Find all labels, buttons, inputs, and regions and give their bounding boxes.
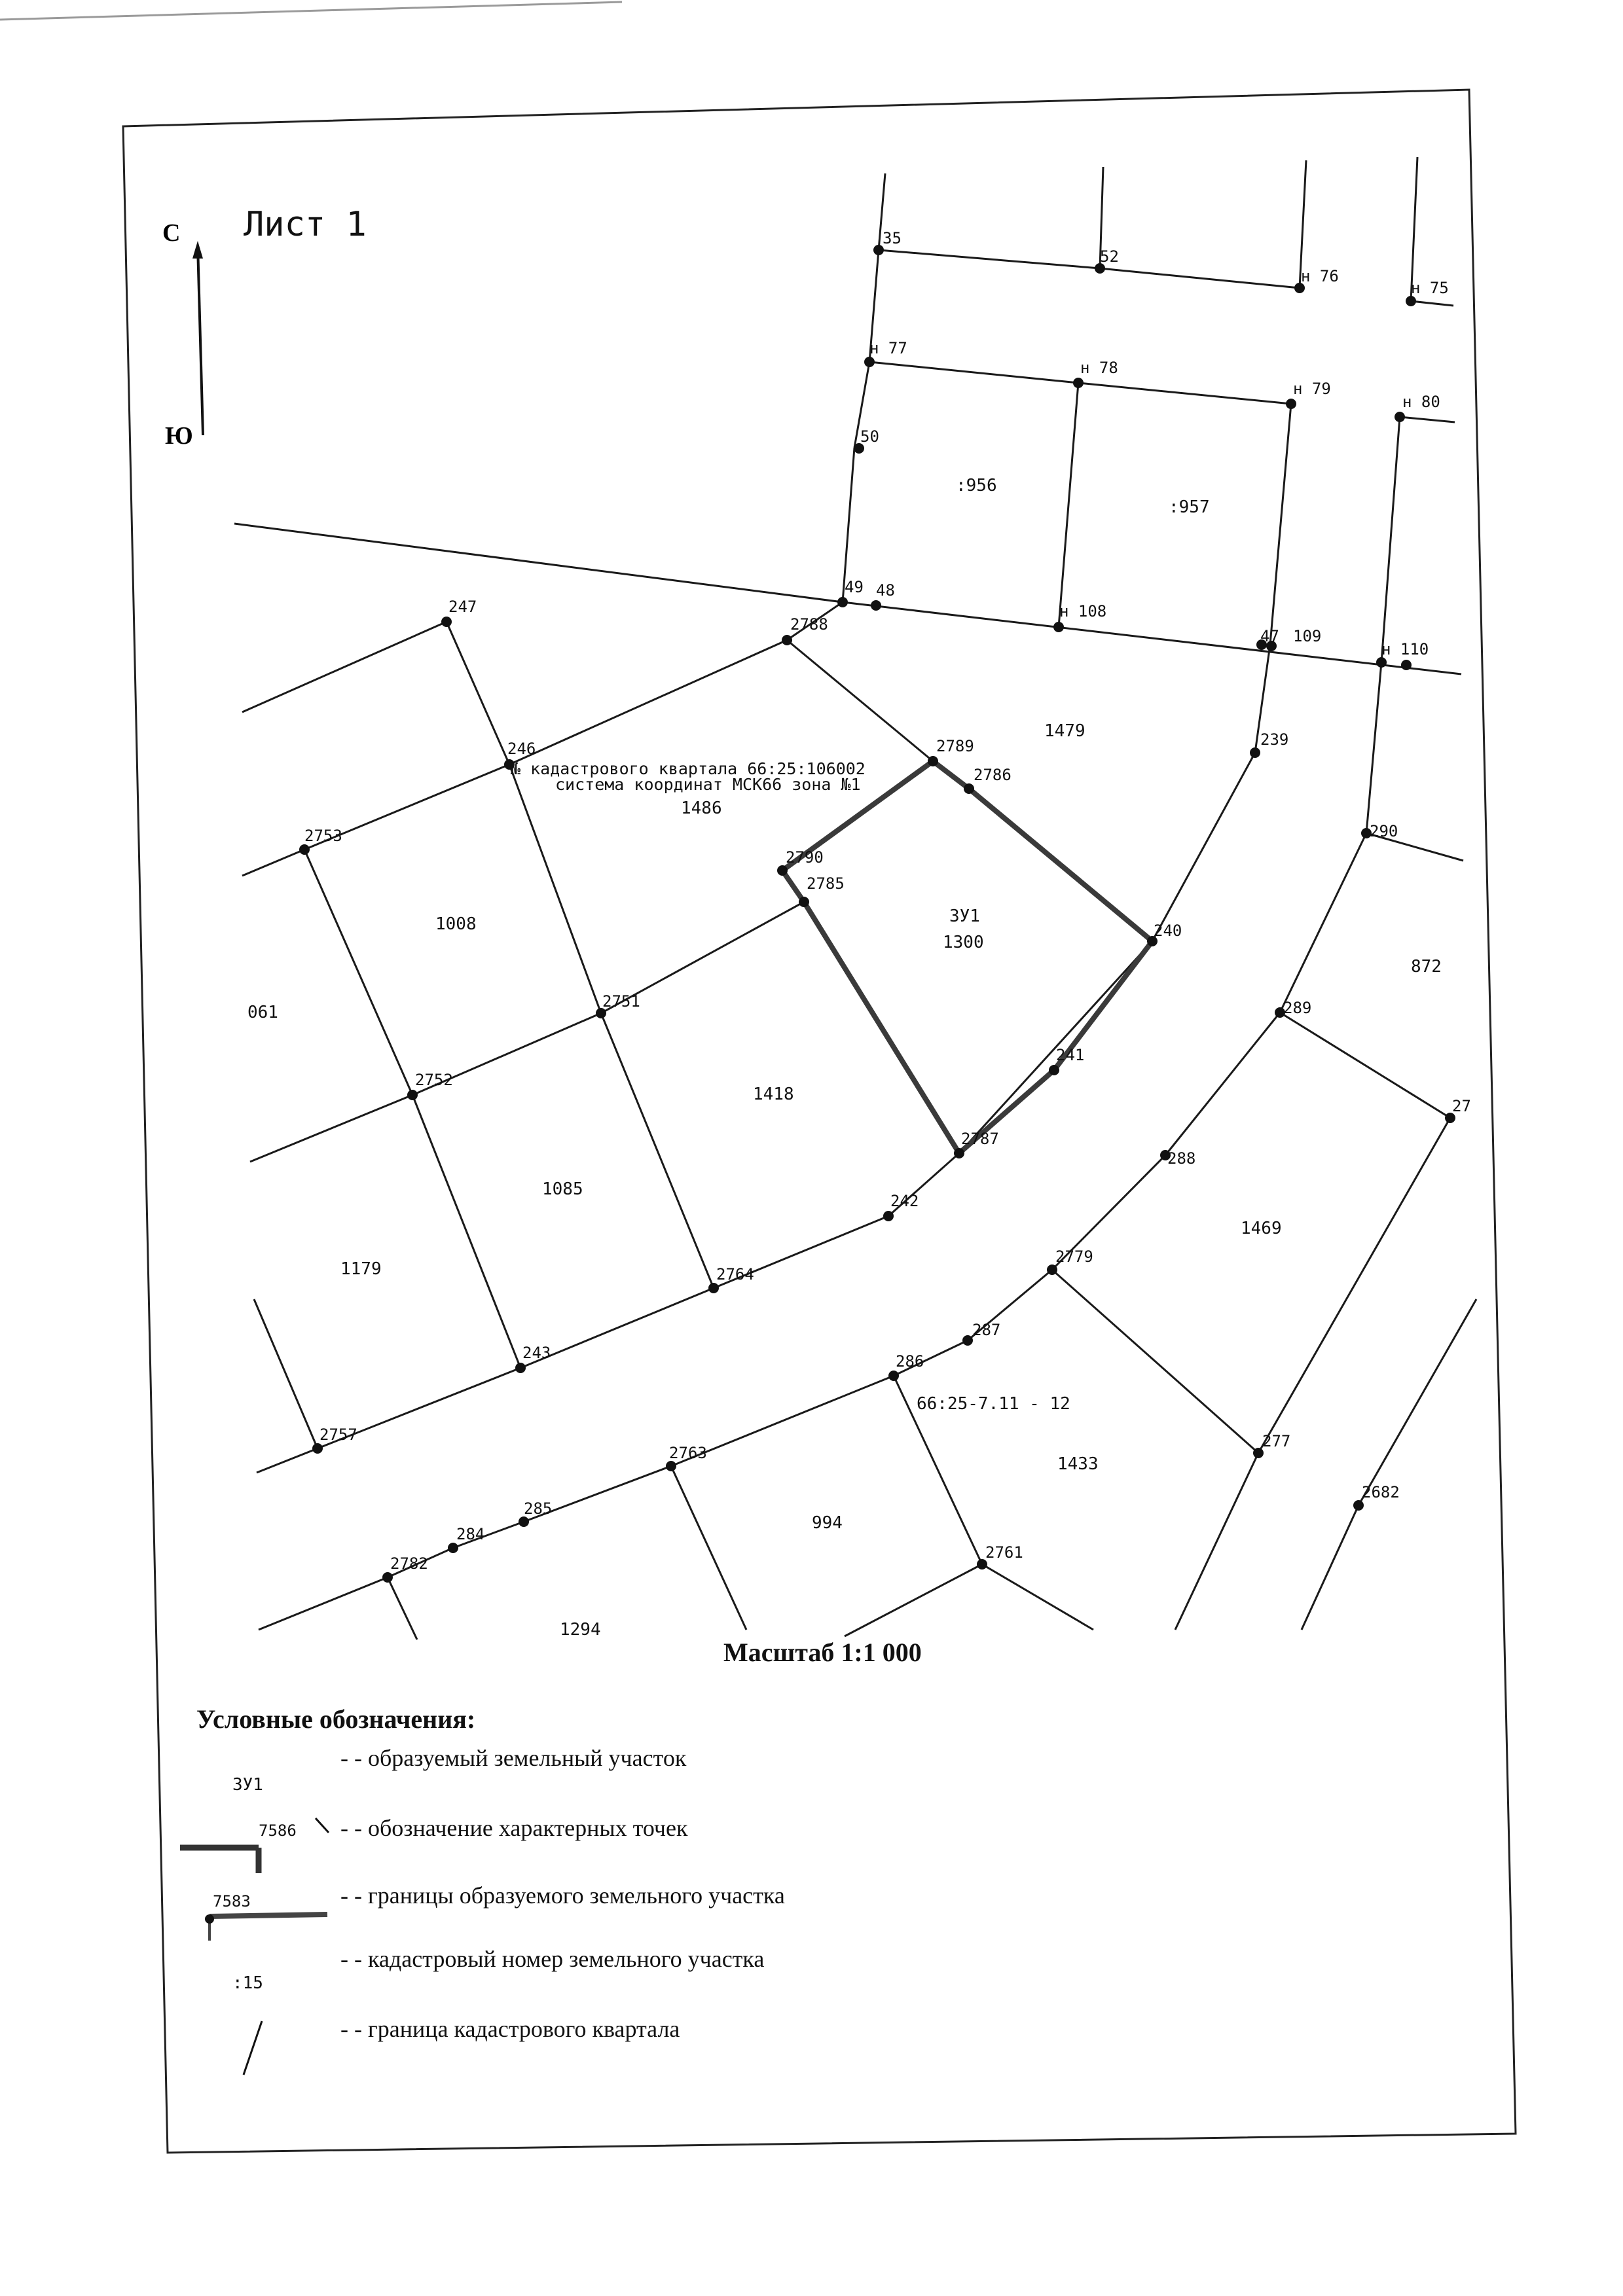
formed-parcel-boundary <box>782 761 1152 1153</box>
point-2786 <box>964 783 974 794</box>
point-label: 35 <box>883 229 902 247</box>
point-2752 <box>407 1090 418 1100</box>
boundary-line <box>242 850 304 876</box>
point-n108 <box>1053 622 1064 632</box>
point-2790 <box>777 865 788 876</box>
point-label: н 77 <box>869 339 907 357</box>
scale-label: Масштаб 1:1 000 <box>723 1638 922 1667</box>
point-2753 <box>299 844 310 855</box>
boundary-line <box>1280 833 1366 1013</box>
point-label: 48 <box>876 581 895 600</box>
boundary-line <box>869 362 1078 383</box>
parcel-label: 66:25-7.11 - 12 <box>917 1394 1070 1414</box>
point-label: 27 <box>1452 1097 1471 1115</box>
boundary-line <box>1302 1505 1359 1630</box>
point-label: 109 <box>1293 627 1322 645</box>
point-label: 284 <box>456 1525 485 1543</box>
parcel-label: 1418 <box>753 1085 794 1104</box>
point-label: 2761 <box>985 1543 1023 1562</box>
point-241 <box>1049 1065 1059 1075</box>
parcel-boundaries <box>234 157 1476 1640</box>
point-2757 <box>312 1443 323 1454</box>
north-arrow-shaft <box>198 245 203 435</box>
boundary-line <box>304 850 412 1095</box>
point-label: 286 <box>896 1352 924 1371</box>
legend-symbol-boundary-number: 7583 <box>213 1892 251 1910</box>
point-label: 2788 <box>790 615 828 634</box>
point-label: н 76 <box>1301 267 1339 285</box>
parcel-label: ЗУ1 <box>949 906 980 926</box>
north-label: С <box>162 219 181 247</box>
parcel-label: 1294 <box>560 1620 601 1640</box>
point-287 <box>962 1335 973 1346</box>
boundary-line <box>1165 1013 1280 1155</box>
north-arrow-head <box>192 241 203 259</box>
point-label: 285 <box>524 1499 553 1518</box>
boundary-line <box>1175 1453 1258 1630</box>
point-2785 <box>799 897 809 907</box>
boundary-line <box>250 1095 412 1162</box>
point-labels <box>304 229 1471 1573</box>
boundary-line <box>1270 404 1291 645</box>
boundary-line <box>1258 1118 1450 1453</box>
point-label: н 78 <box>1080 359 1118 377</box>
boundary-line <box>1400 417 1455 422</box>
coordinate-system-caption: система координат МСК66 зона №1 <box>555 775 861 794</box>
point-label: н 110 <box>1381 640 1429 658</box>
parcel-label: :957 <box>1169 497 1210 517</box>
point-2788 <box>782 635 792 645</box>
boundary-line <box>257 1368 520 1473</box>
boundary-line <box>412 1095 520 1368</box>
boundary-line <box>671 1466 746 1630</box>
boundary-line <box>1359 1299 1476 1505</box>
point-n80 <box>1395 412 1405 422</box>
point-label: 2763 <box>669 1444 707 1462</box>
parcel-label: 1479 <box>1044 721 1085 741</box>
sheet-frame <box>123 90 1516 2153</box>
point-284 <box>448 1543 458 1553</box>
point-label: 288 <box>1167 1149 1196 1168</box>
boundary-line <box>843 602 1461 674</box>
boundary-line <box>1411 301 1453 306</box>
parcel-label: 1008 <box>435 914 477 934</box>
legend-symbol-point-number: 7586 <box>259 1821 297 1840</box>
parcel-label: 061 <box>247 1003 278 1022</box>
boundary-line <box>447 622 509 764</box>
point-n79 <box>1286 399 1296 409</box>
boundary-line <box>259 1577 388 1630</box>
boundary-line <box>388 1577 417 1640</box>
legend-symbol-boundary <box>205 1892 327 1941</box>
north-arrow <box>162 219 203 450</box>
point-label: н 79 <box>1293 380 1331 398</box>
point-label: 2764 <box>716 1265 754 1283</box>
boundary-line <box>234 524 843 602</box>
legend-symbol-point <box>180 1818 329 1873</box>
boundary-line <box>1152 753 1255 941</box>
point-label: 239 <box>1260 730 1289 749</box>
point-label: 289 <box>1283 999 1312 1017</box>
point-2779 <box>1047 1265 1057 1275</box>
point-label: 240 <box>1154 922 1182 940</box>
point-2763 <box>666 1461 676 1471</box>
legend-symbol-dot <box>205 1914 214 1924</box>
point-label: 2779 <box>1055 1247 1093 1266</box>
scan-edge <box>0 2 622 20</box>
point-285 <box>519 1516 529 1527</box>
block-number-caption: № кадастрового квартала 66:25:106002 <box>511 759 866 778</box>
sheet-title: Лист 1 <box>244 205 367 244</box>
point-label: 246 <box>507 740 536 758</box>
point-239 <box>1250 747 1260 758</box>
point-2764 <box>708 1283 719 1293</box>
boundary-line <box>1381 417 1400 662</box>
boundary-line <box>1059 383 1078 627</box>
boundary-line <box>254 1299 318 1448</box>
legend-symbol-quarter-boundary <box>244 2021 262 2075</box>
point-label: 247 <box>448 598 477 616</box>
point-n78 <box>1073 378 1084 388</box>
point-n75 <box>1406 296 1416 306</box>
legend-symbol-parcel-label: ЗУ1 <box>232 1775 263 1795</box>
point-label: 287 <box>972 1321 1001 1339</box>
south-label: Ю <box>165 422 193 450</box>
point-label: н 75 <box>1411 279 1449 297</box>
point-242 <box>883 1211 894 1221</box>
point-2682 <box>1353 1500 1364 1511</box>
parcel-label: 1085 <box>542 1179 583 1199</box>
point-label: 242 <box>890 1192 919 1210</box>
point-label: 290 <box>1370 822 1398 840</box>
point-2787 <box>954 1148 964 1158</box>
point-2782 <box>382 1572 393 1583</box>
parcel-label: :956 <box>956 476 997 495</box>
parcel-label: 872 <box>1411 957 1442 977</box>
boundary-line <box>1280 1013 1450 1118</box>
point-label: 2789 <box>936 737 974 755</box>
point-247 <box>441 617 452 627</box>
point-label: н 108 <box>1059 602 1107 620</box>
legend-symbol-tick <box>316 1818 329 1833</box>
parcel-label: 1469 <box>1241 1219 1282 1238</box>
legend-symbol-line <box>210 1914 327 1916</box>
boundary-line <box>509 640 787 764</box>
legend-symbol-cadastral-number: :15 <box>232 1973 263 1993</box>
point-label: 50 <box>860 427 879 446</box>
boundary-line <box>1052 1270 1258 1453</box>
legend <box>180 1704 785 2075</box>
point-label: 2782 <box>390 1554 428 1573</box>
parcel-label: 1486 <box>681 798 722 818</box>
point-2789 <box>928 756 938 766</box>
boundary-line <box>242 622 447 712</box>
point-49 <box>837 597 848 607</box>
parcel-label: 1179 <box>340 1259 382 1279</box>
point-label: 2787 <box>961 1130 999 1148</box>
point-label: 277 <box>1262 1432 1291 1450</box>
legend-text: - - образуемый земельный участок <box>340 1745 687 1771</box>
point-label: 2682 <box>1362 1483 1400 1501</box>
boundary-line <box>982 1564 1093 1630</box>
point-label: 2790 <box>786 848 824 867</box>
point-label: 49 <box>845 578 864 596</box>
point-n77 <box>864 357 875 367</box>
boundary-line <box>1100 268 1300 288</box>
point-label: 243 <box>522 1344 551 1362</box>
boundary-line <box>601 1013 714 1288</box>
point-label: 47 <box>1260 627 1279 645</box>
point-label: 52 <box>1100 247 1119 266</box>
boundary-line <box>787 640 933 761</box>
point-286 <box>888 1371 899 1381</box>
parcel-label: 1300 <box>943 933 984 952</box>
legend-text: - - обозначение характерных точек <box>340 1815 688 1841</box>
parcel-label: 994 <box>812 1513 843 1533</box>
point-n110b <box>1401 660 1412 670</box>
point-label: н 80 <box>1402 393 1440 411</box>
boundary-line <box>845 1564 982 1636</box>
boundary-line <box>1078 383 1291 404</box>
point-label: 2757 <box>319 1426 357 1444</box>
point-label: 2751 <box>602 992 640 1011</box>
legend-heading: Условные обозначения: <box>196 1704 476 1734</box>
point-label: 241 <box>1056 1046 1085 1064</box>
point-243 <box>515 1363 526 1373</box>
legend-text: - - кадастровый номер земельного участка <box>340 1946 765 1972</box>
parcel-label: 1433 <box>1057 1454 1099 1474</box>
boundary-line <box>879 250 1100 268</box>
point-label: 2752 <box>415 1071 453 1089</box>
legend-text: - - границы образуемого земельного участка <box>340 1882 785 1909</box>
point-label: 2786 <box>974 766 1012 784</box>
point-n110 <box>1376 657 1387 668</box>
boundary-line <box>1366 662 1381 833</box>
point-label: 2785 <box>807 874 845 893</box>
boundary-line <box>509 764 601 1013</box>
point-48 <box>871 600 881 611</box>
legend-text: - - граница кадастрового квартала <box>340 2016 680 2042</box>
point-label: 2753 <box>304 827 342 845</box>
